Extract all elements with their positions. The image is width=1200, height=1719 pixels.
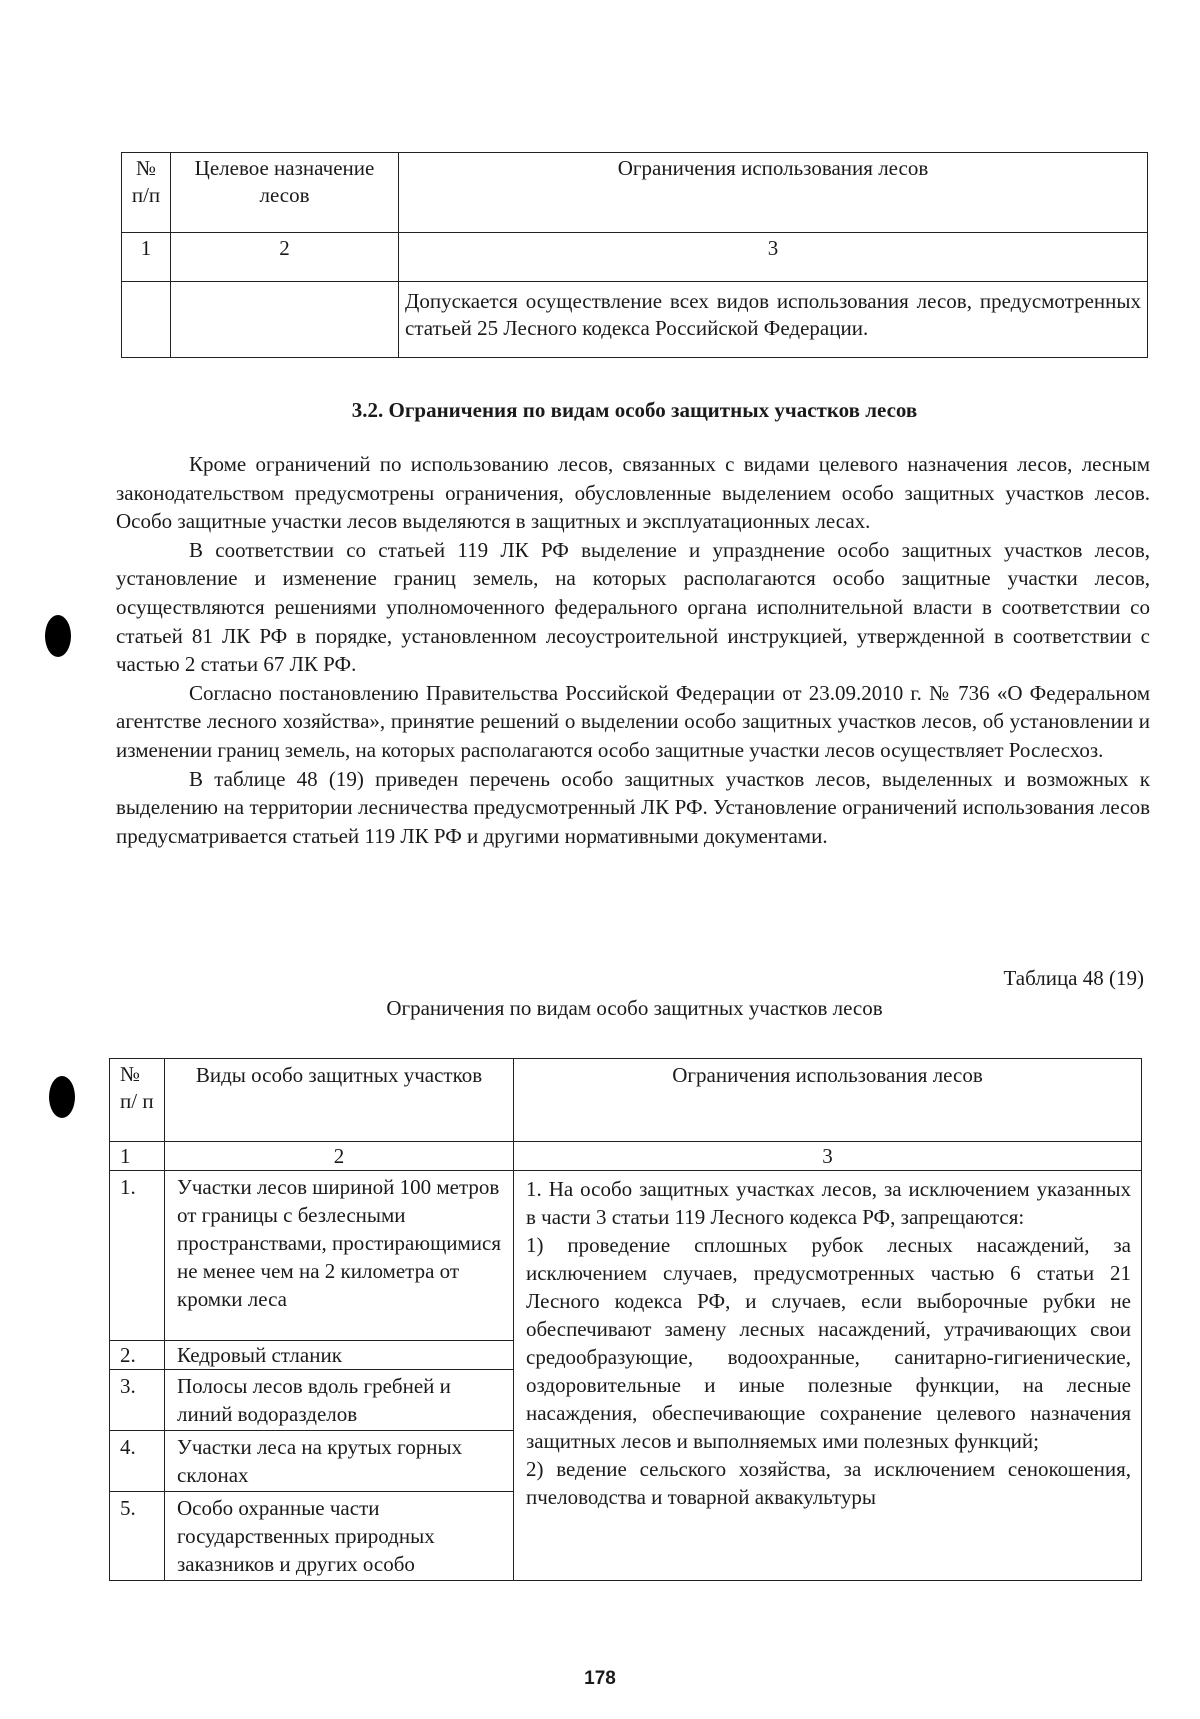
row-number: 5. <box>110 1492 165 1581</box>
column-number-2: 2 <box>171 233 399 282</box>
column-number-1: 1 <box>122 233 171 282</box>
paragraph: В таблице 48 (19) приведен перечень особо защитных участков лесов, выделенных и возможных к выделению на территории лесничества предусмотренный ЛК РФ. Установление ограничений использования лесов предусматривается статьей 119 ЛК РФ и другими нормативными документами. <box>116 766 1150 848</box>
empty-cell <box>122 282 171 358</box>
restrictions-cell <box>514 1171 1142 1581</box>
restriction-item: 2) ведение сельского хозяйства, за исключением сенокошения, пчеловодства и товарной аквакультуры <box>526 1457 1131 1509</box>
header-number: № п/ п <box>110 1059 165 1142</box>
row-type: Кедровый стланик <box>165 1341 514 1370</box>
restriction-text-content: Допускается осуществление всех видов использования лесов, предусмотренных статьей 25 Лесного кодекса Российской Федерации. <box>405 289 1141 340</box>
header-purpose: Целевое назначение лесов <box>171 153 399 233</box>
header-number: № п/п <box>122 153 171 233</box>
top-table <box>121 152 1148 358</box>
row-number: 1. <box>110 1171 165 1341</box>
body-text <box>116 450 1150 850</box>
punch-hole <box>49 1076 75 1118</box>
punch-hole <box>45 615 71 657</box>
column-number-2: 2 <box>165 1142 514 1171</box>
column-number-3: 3 <box>514 1142 1142 1171</box>
row-type: Особо охранные части государственных природных заказников и других особо <box>165 1492 514 1581</box>
row-number: 2. <box>110 1341 165 1370</box>
table-caption: Ограничения по видам особо защитных участков лесов <box>386 996 883 1020</box>
paragraph: Согласно постановлению Правительства Российской Федерации от 23.09.2010 г. № 736 «О Федеральном агентстве лесного хозяйства», принятие решений о выделении особо защитных участков лесов, об установлении и изменении границ земель, на которых располагаются особо защитные участки лесов осуществляет Рослесхоз. <box>116 680 1150 762</box>
table-label: Таблица 48 (19) <box>1003 966 1144 990</box>
column-number-1: 1 <box>110 1142 165 1171</box>
restriction-item: 1) проведение сплошных рубок лесных насаждений, за исключением случаев, предусмотренных частью 6 статьи 21 Лесного кодекса РФ, и случаев, если выборочные рубки не обеспечивают замену лесных насаждений, утрачивающих свои средообразующие, водоохранные, санитарно-гигиенические, оздоровительные и иные полезные функции, на лесные насаждения, обеспечивающие сохранение целевого назначения защитных лесов и выполняемых ими полезных функций; <box>526 1233 1131 1453</box>
page-number: 178 <box>584 1668 616 1689</box>
section-title: 3.2. Ограничения по видам особо защитных участков лесов <box>351 398 918 422</box>
header-restrictions: Ограничения использования лесов <box>514 1059 1142 1142</box>
restriction-text <box>399 282 1148 358</box>
paragraph: Кроме ограничений по использованию лесов, связанных с видами целевого назначения лесов, лесным законодательством предусмотрены ограничения, обусловленные выделением особо защитных участков лесов. Особо защитные участки лесов выделяются в защитных и эксплуатационных лесах. <box>116 452 1150 534</box>
header-type: Виды особо защитных участков <box>165 1059 514 1142</box>
row-type: Участки лесов шириной 100 метров от границы с безлесными пространствами, простирающимися не менее чем на 2 километра от кромки леса <box>165 1171 514 1341</box>
header-restrictions: Ограничения использования лесов <box>399 153 1148 233</box>
paragraph: В соответствии со статьей 119 ЛК РФ выделение и упразднение особо защитных участков лесов, установление и изменение границ земель, на которых располагаются особо защитные участки лесов, осуществляются решениями уполномоченного федерального органа исполнительной власти в соответствии со статьей 81 ЛК РФ в порядке, установленном лесоустроительной инструкцией, утвержденной в соответствии с частью 2 статьи 67 ЛК РФ. <box>116 537 1150 677</box>
restrictions-table <box>109 1058 1142 1581</box>
row-type: Полосы лесов вдоль гребней и линий водоразделов <box>165 1370 514 1431</box>
restriction-item: 1. На особо защитных участках лесов, за исключением указанных в части 3 статьи 119 Лесного кодекса РФ, запрещаются: <box>526 1177 1131 1229</box>
column-number-3: 3 <box>399 233 1148 282</box>
row-type: Участки леса на крутых горных склонах <box>165 1431 514 1492</box>
empty-cell <box>171 282 399 358</box>
row-number: 4. <box>110 1431 165 1492</box>
row-number: 3. <box>110 1370 165 1431</box>
